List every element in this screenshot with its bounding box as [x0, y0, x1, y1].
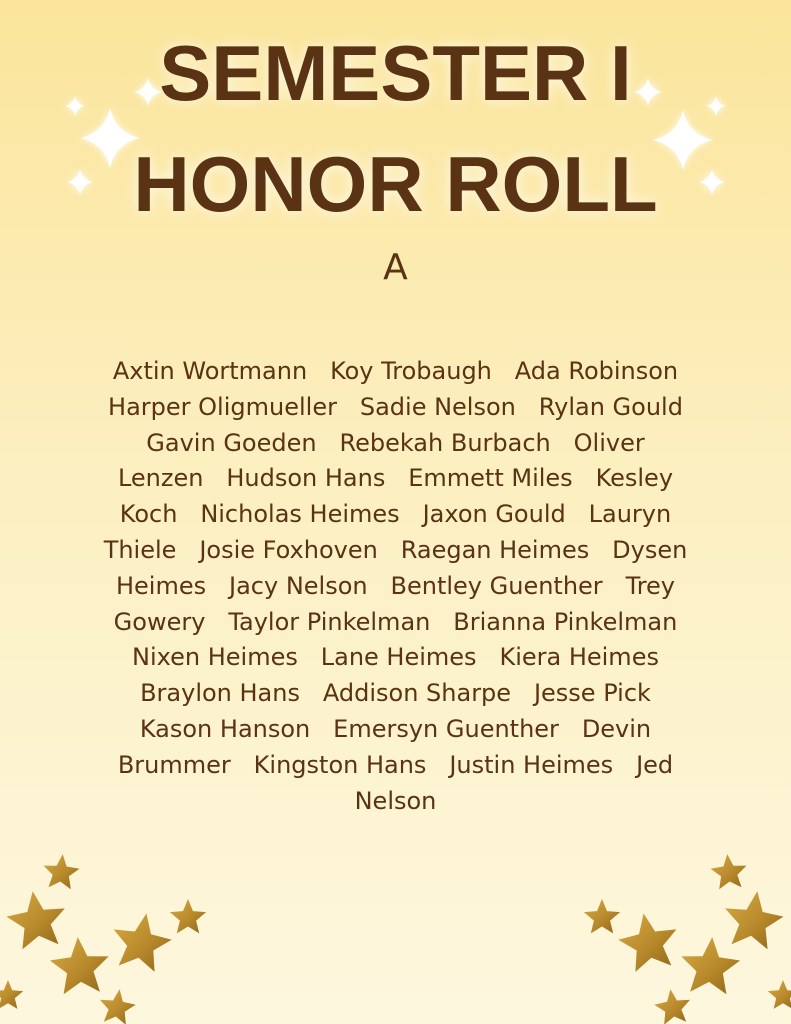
- student-name: Justin Heimes: [449, 750, 614, 779]
- student-name: Kingston Hans: [253, 750, 427, 779]
- student-name: Sadie Nelson: [359, 392, 516, 421]
- star-icon: [654, 989, 690, 1024]
- student-name: Taylor Pinkelman: [228, 607, 431, 636]
- student-name: Braylon Hans: [140, 679, 300, 708]
- grade-heading: A: [383, 247, 408, 288]
- student-name: Emmett Miles: [408, 464, 573, 493]
- star-icon: [711, 854, 747, 889]
- student-name: Gavin Goeden: [146, 428, 317, 457]
- student-name: Jesse Pick: [533, 679, 651, 708]
- honor-roll-names: [100, 354, 691, 819]
- star-icon: [681, 937, 740, 994]
- star-icon: [768, 980, 791, 1009]
- star-icon: [725, 891, 783, 949]
- star-icon: [584, 899, 620, 933]
- student-name: Oliver Lenzen: [117, 428, 645, 493]
- student-name: Koy Trobaugh: [330, 357, 492, 385]
- student-name: Josie Foxhoven: [199, 535, 378, 564]
- student-name: Devin Brummer: [117, 714, 652, 779]
- student-name: Dysen Heimes: [115, 535, 688, 600]
- student-name: Lauryn Thiele: [103, 500, 672, 564]
- student-name: Jaxon Gould: [422, 500, 566, 529]
- student-name: Bentley Guenther: [390, 571, 603, 600]
- student-name: Emersyn Guenther: [333, 714, 559, 743]
- student-name: Nicholas Heimes: [200, 500, 400, 529]
- student-name: Nixen Heimes: [132, 643, 298, 672]
- student-name: Kiera Heimes: [499, 643, 659, 672]
- student-name: Brianna Pinkelman: [453, 607, 678, 636]
- student-name: Harper Oligmueller: [108, 392, 337, 421]
- star-icon: [44, 854, 80, 889]
- student-name: Jed Nelson: [354, 750, 674, 815]
- student-name: Raegan Heimes: [400, 535, 590, 564]
- title-line-2: HONOR ROLL: [133, 140, 658, 228]
- star-icon: [50, 937, 109, 994]
- star-icon: [170, 899, 206, 933]
- student-name: Lane Heimes: [320, 643, 477, 672]
- student-name: Axtin Wortmann: [112, 357, 308, 385]
- title-line-1: SEMESTER I: [159, 29, 632, 117]
- student-name: Ada Robinson: [514, 357, 679, 385]
- student-name: Trey Gowery: [113, 571, 676, 636]
- star-icon: [618, 914, 676, 972]
- student-name: Rylan Gould: [538, 392, 683, 421]
- student-name: Jacy Nelson: [229, 571, 368, 600]
- student-name: Addison Sharpe: [322, 679, 512, 708]
- star-icon: [100, 989, 136, 1024]
- student-name: Rebekah Burbach: [339, 428, 551, 457]
- student-name: Kesley Koch: [119, 464, 674, 529]
- star-icon: [0, 980, 23, 1009]
- star-icon: [7, 891, 65, 949]
- star-icon: [114, 914, 172, 972]
- student-name: Hudson Hans: [226, 464, 386, 493]
- student-name: Kason Hanson: [139, 714, 311, 743]
